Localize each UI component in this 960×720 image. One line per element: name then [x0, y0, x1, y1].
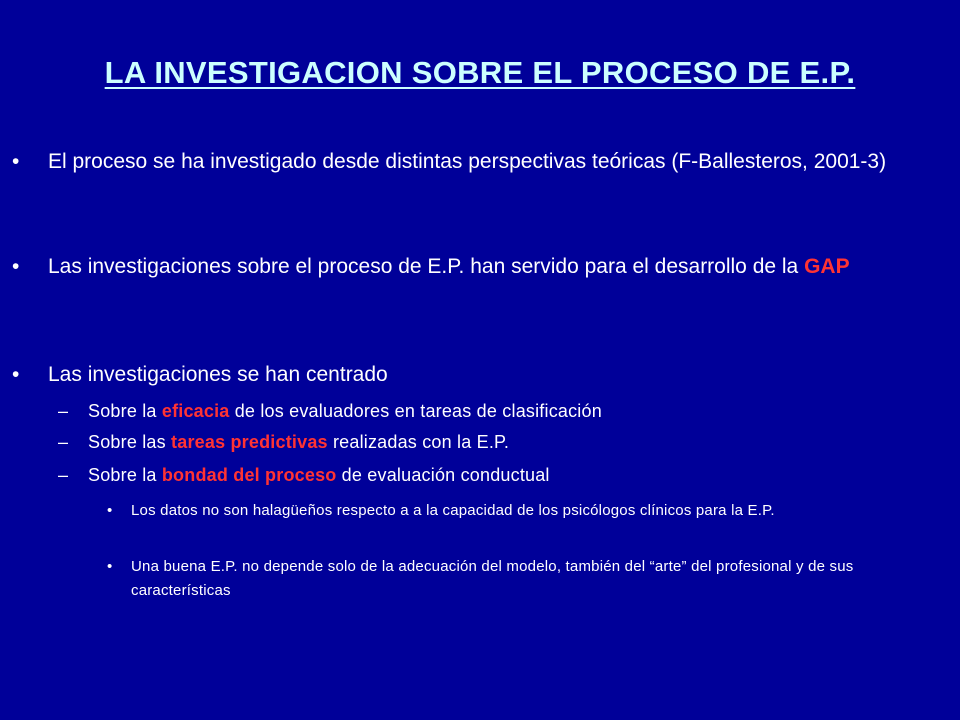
- dash-symbol: –: [58, 401, 69, 421]
- sub-text: de evaluación conductual: [336, 465, 550, 485]
- sub-text: de los evaluadores en tareas de clasificación: [229, 401, 602, 421]
- sub-text: Sobre la: [88, 401, 162, 421]
- bullet-symbol: •: [12, 363, 20, 386]
- sub-text: Sobre las: [88, 432, 172, 452]
- highlight-text: tareas predictivas: [171, 432, 328, 452]
- sub-text: realizadas con la E.P.: [327, 432, 510, 452]
- bullet-text: El proceso se ha investigado desde distintas perspectivas teóricas (F-Ballesteros, 2001-3): [48, 150, 887, 173]
- bullet-item-1: [12, 147, 948, 177]
- bullet-item-3: [12, 360, 948, 390]
- sub-item-2: [58, 428, 938, 456]
- slide-title: LA INVESTIGACION SOBRE EL PROCESO DE E.P.: [104, 55, 856, 90]
- dash-symbol: –: [58, 465, 69, 485]
- bullet-symbol: •: [107, 502, 113, 519]
- sub-item-1: [58, 397, 938, 425]
- bullet-item-2: [12, 252, 948, 282]
- sub-sub-text: Una buena E.P. no depende solo de la adecuación del modelo, también del “arte” del profesional y de sus características: [131, 558, 854, 599]
- sub-sub-item-2: [107, 555, 946, 603]
- highlight-text: bondad del proceso: [161, 465, 337, 485]
- bullet-symbol: •: [107, 558, 113, 575]
- highlight-text: GAP: [804, 255, 850, 278]
- bullet-symbol: •: [12, 255, 20, 278]
- sub-item-3: [58, 461, 938, 489]
- sub-sub-text: Los datos no son halagüeños respecto a a la capacidad de los psicólogos clínicos para la E.P.: [131, 502, 775, 519]
- bullet-text: Las investigaciones se han centrado: [48, 363, 388, 386]
- bullet-symbol: •: [12, 150, 20, 173]
- highlight-text: eficacia: [161, 401, 230, 421]
- dash-symbol: –: [58, 432, 69, 452]
- sub-sub-item-1: [107, 499, 946, 523]
- bullet-text: Las investigaciones sobre el proceso de E.P. han servido para el desarrollo de la: [48, 255, 805, 278]
- sub-text: Sobre la: [88, 465, 162, 485]
